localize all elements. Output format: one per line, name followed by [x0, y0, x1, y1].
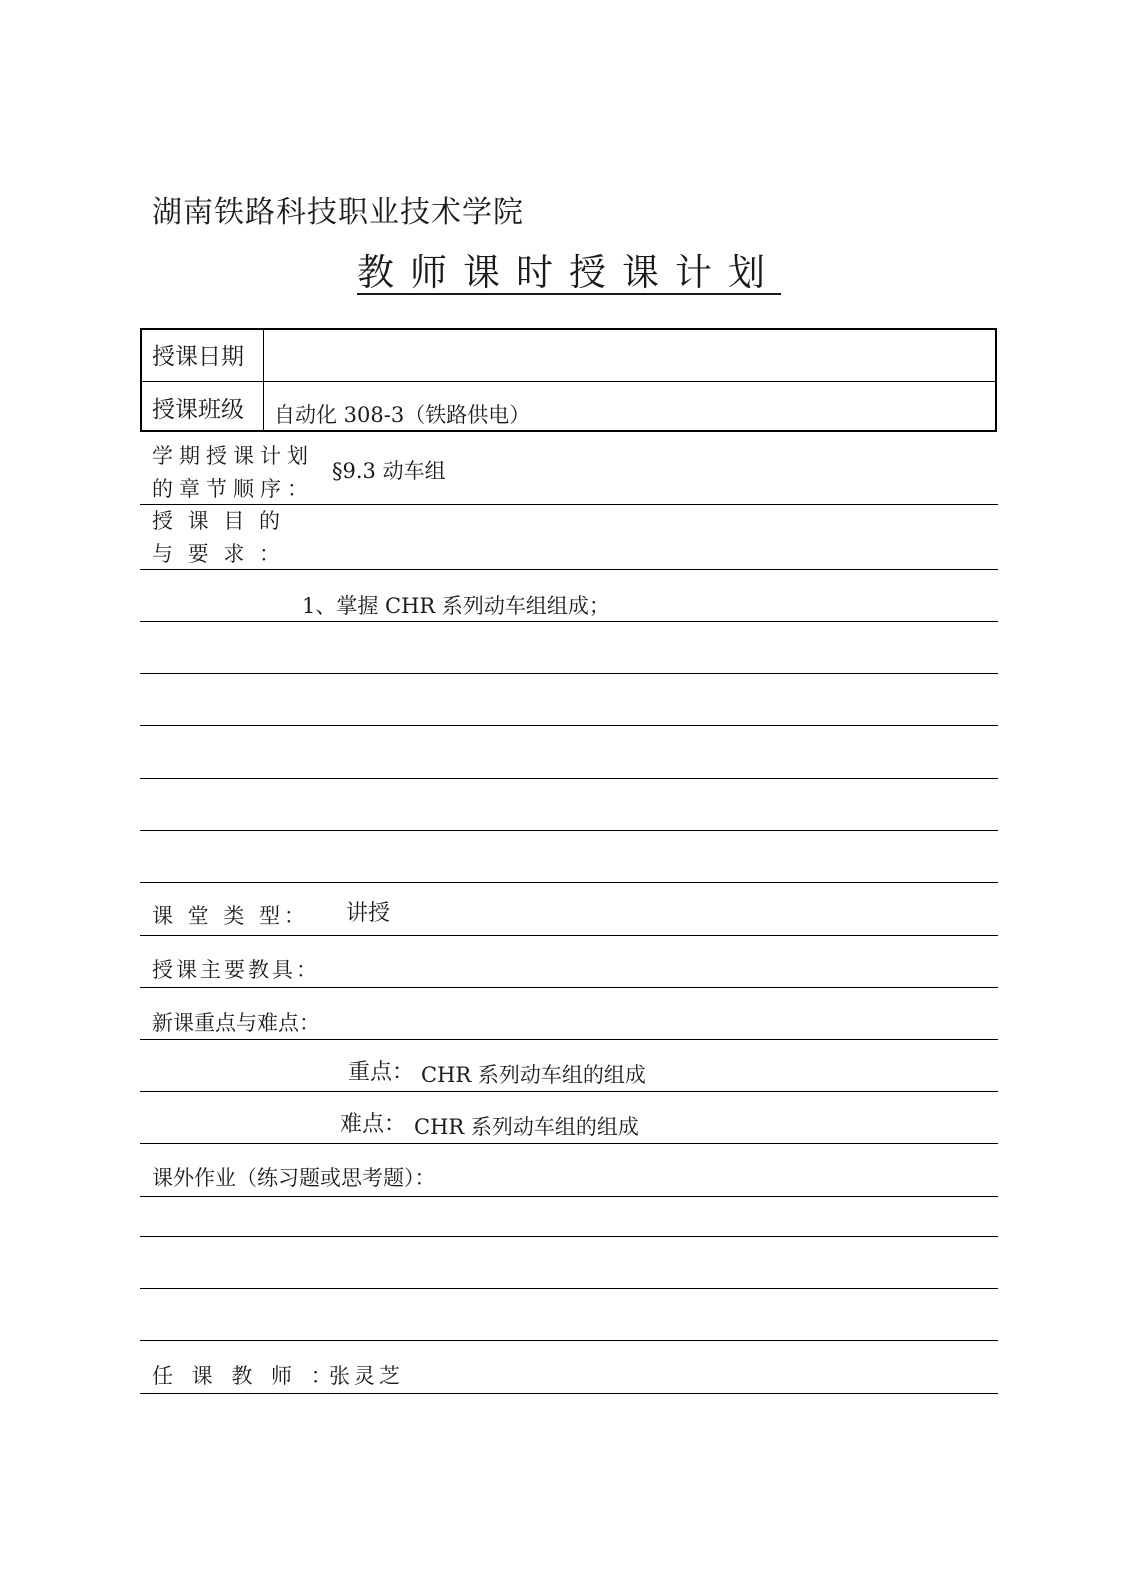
homework-label: 课外作业（练习题或思考题）： — [152, 1166, 436, 1190]
objectives-label-line2: 与 要 求 ： — [152, 542, 285, 566]
rule-line — [140, 1288, 998, 1289]
class-type-value: 讲授 — [346, 901, 391, 926]
rule-line — [140, 1236, 998, 1237]
focus-value: CHR 系列动车组的组成 — [421, 1063, 646, 1087]
rule-line — [140, 1091, 998, 1092]
table-divider — [263, 330, 264, 430]
rule-line — [140, 673, 998, 674]
rule-line — [140, 830, 998, 831]
rule-line — [140, 987, 998, 988]
class-value: 自动化 308-3（铁路供电） — [274, 403, 531, 427]
difficulty-label: 难点： — [340, 1112, 407, 1137]
school-name: 湖南铁路科技职业技术学院 — [152, 195, 524, 230]
rule-line — [140, 569, 998, 570]
rule-line — [140, 778, 998, 779]
rule-line — [140, 1143, 998, 1144]
rule-line — [140, 1196, 998, 1197]
chapter-label-line1: 学期授课计划 — [152, 444, 314, 468]
difficulty-value: CHR 系列动车组的组成 — [414, 1115, 639, 1139]
rule-line — [140, 621, 998, 622]
chapter-label-line2: 的章节顺序： — [152, 477, 314, 501]
teacher-name: 张灵芝 — [329, 1364, 404, 1388]
rule-line — [140, 935, 998, 936]
rule-line — [140, 1340, 998, 1341]
rule-line — [140, 725, 998, 726]
page-title: 教师课时授课计划 — [357, 251, 781, 294]
teacher-label: 任 课 教 师 ： — [152, 1364, 338, 1388]
class-label: 授课班级 — [152, 397, 244, 423]
info-table — [140, 328, 997, 432]
key-points-label: 新课重点与难点： — [152, 1011, 320, 1035]
class-type-label: 课 堂 类 型： — [152, 904, 310, 928]
rule-line — [140, 882, 998, 883]
focus-label: 重点： — [348, 1060, 415, 1085]
date-label: 授课日期 — [152, 344, 244, 370]
table-divider — [142, 381, 995, 382]
rule-line — [140, 1039, 998, 1040]
objectives-label-line1: 授 课 目 的 — [152, 509, 285, 533]
tools-label: 授课主要教具： — [152, 958, 320, 982]
chapter-value: §9.3 动车组 — [332, 459, 446, 483]
rule-line — [140, 504, 998, 505]
objective-item: 1、掌握 CHR 系列动车组组成； — [302, 594, 610, 618]
rule-line — [140, 1393, 998, 1394]
